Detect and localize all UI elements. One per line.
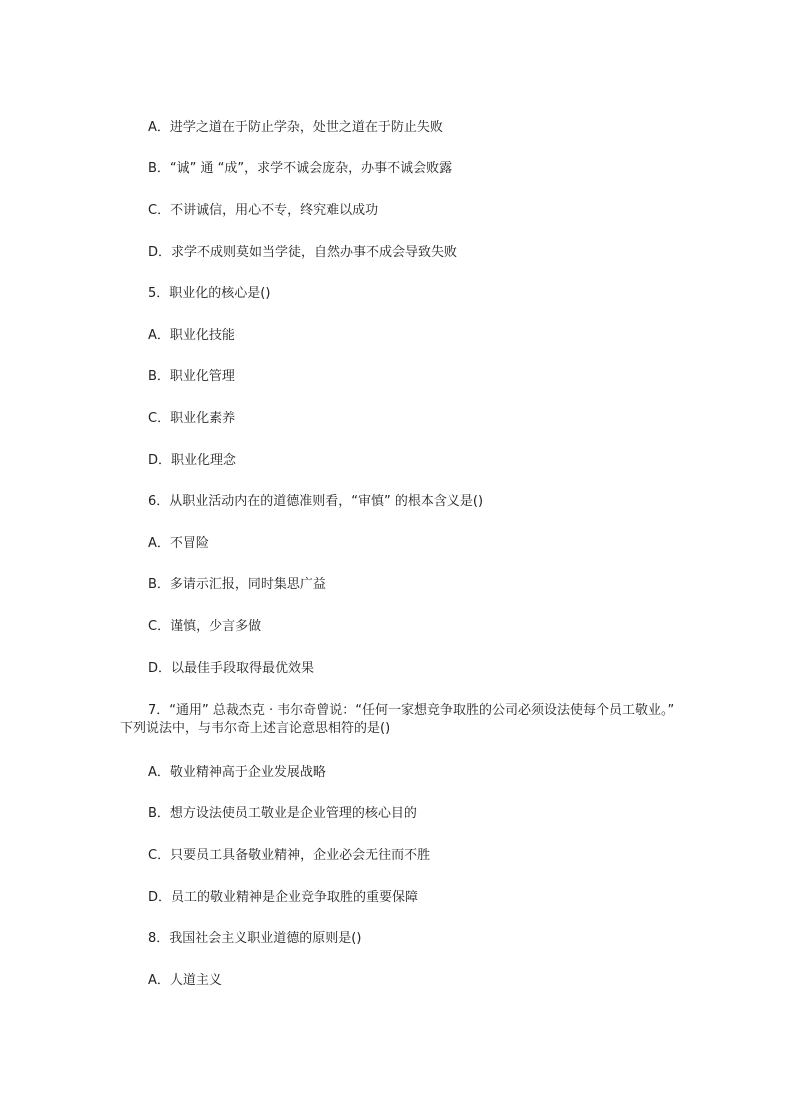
q4-option-d: D．求学不成则莫如当学徒，自然办事不成会导致失败 xyxy=(148,245,458,260)
q5-option-d: D．职业化理念 xyxy=(148,453,237,468)
q5-option-c: C．职业化素养 xyxy=(148,411,236,426)
q7-option-b: B．想方设法使员工敬业是企业管理的核心目的 xyxy=(148,806,417,821)
q7-option-a: A．敬业精神高于企业发展战略 xyxy=(148,765,326,780)
question-8: 8．我国社会主义职业道德的原则是() xyxy=(148,931,362,946)
question-6: 6．从职业活动内在的道德准则看，“审慎” 的根本含义是() xyxy=(148,494,484,509)
question-5: 5．职业化的核心是() xyxy=(148,286,271,301)
q4-option-c: C．不讲诚信，用心不专，终究难以成功 xyxy=(148,203,379,218)
q7-option-d: D．员工的敬业精神是企业竞争取胜的重要保障 xyxy=(148,890,419,905)
question-7 xyxy=(120,702,680,738)
q5-option-b: B．职业化管理 xyxy=(148,369,235,384)
q5-option-a: A．职业化技能 xyxy=(148,328,235,343)
q6-option-b: B．多请示汇报，同时集思广益 xyxy=(148,577,326,592)
question-7-text: 7．“通用” 总裁杰克 · 韦尔奇曾说：“任何一家想竞争取胜的公司必须设法使每个员工敬业。” 下列说法中，与韦尔奇上述言论意思相符的是() xyxy=(120,703,675,736)
q8-option-a: A．人道主义 xyxy=(148,973,222,988)
q6-option-d: D．以最佳手段取得最优效果 xyxy=(148,661,315,676)
q4-option-b: B．“诚” 通 “成”，求学不诚会庞杂，办事不诚会败露 xyxy=(148,161,453,176)
q4-option-a: A．进学之道在于防止学杂，处世之道在于防止失败 xyxy=(148,120,443,135)
q6-option-c: C．谨慎，少言多做 xyxy=(148,619,262,634)
q6-option-a: A．不冒险 xyxy=(148,536,209,551)
q7-option-c: C．只要员工具备敬业精神，企业必会无往而不胜 xyxy=(148,848,431,863)
